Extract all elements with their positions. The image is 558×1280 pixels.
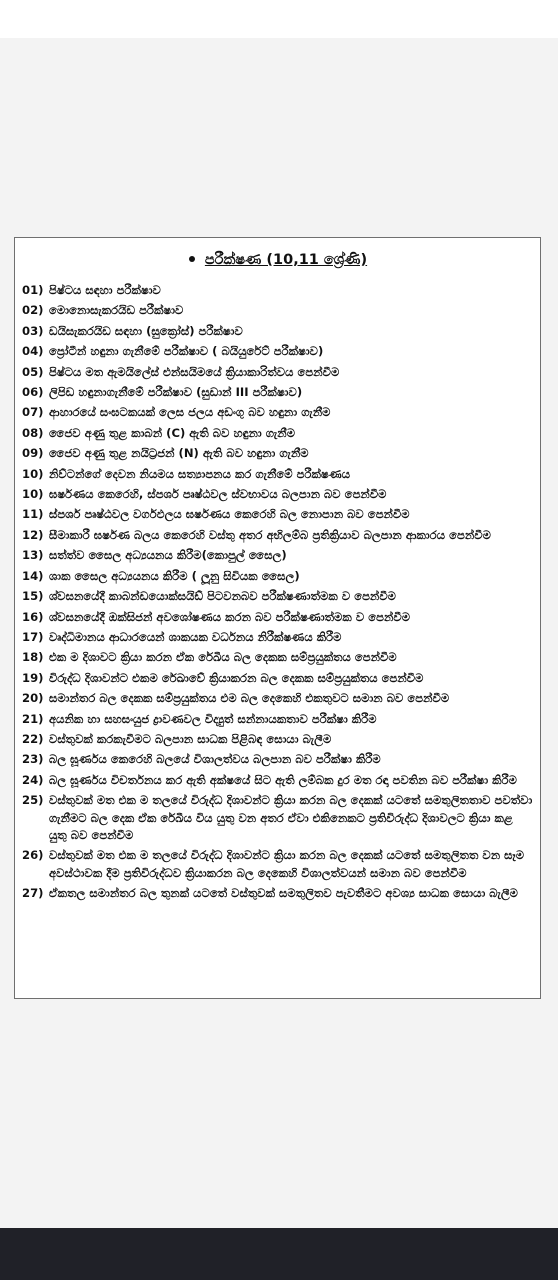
list-item: [22, 425, 534, 442]
item-text: ලිපිඩ හඳුනාගැනීමේ පරීක්ෂාව (සුඩාන් III පරීක්ෂාව): [49, 385, 303, 400]
list-item: [22, 343, 534, 360]
list-item: [22, 302, 534, 319]
bullet-icon: [189, 256, 195, 262]
item-number: 07): [22, 405, 44, 420]
item-text: අයනික හා සහසංයුජ ද්‍රාවණවල විද්‍යුත් සන්නායකතාව පරීක්ෂා කිරීම: [49, 711, 377, 726]
list-item: [22, 568, 534, 585]
item-text: සත්ත්ව සෛල අධ්‍යයනය කිරීම(කොපුල් සෛල): [49, 548, 287, 563]
item-text: බල ඝූර්ණය විචර්තනය කර ඇති අක්ෂයේ සිට ඇති ලම්බක දුර මත රඳා පවතින බව පරීක්ෂා කිරීම: [49, 772, 517, 787]
item-text: සීමාකාරී ඝර්ෂණ බලය කෙරෙහි වස්තු අතර අභිලම්බ ප්‍රතික්‍රියාව බලපාන ආකාරය පෙන්වීම: [49, 527, 491, 542]
item-number: 03): [22, 323, 44, 338]
list-item: [22, 649, 534, 666]
list-item: [22, 609, 534, 626]
list-item: [22, 792, 534, 844]
list-item: [22, 588, 534, 605]
item-number: 12): [22, 527, 44, 542]
document-page: [14, 237, 541, 999]
item-number: 21): [22, 711, 44, 726]
item-text: ස්පර්ශ පෘෂ්ඨවල වර්ගඵලය ඝර්ෂණය කෙරෙහි බල නොපාන බව පෙන්වීම: [49, 507, 410, 522]
item-number: 06): [22, 385, 44, 400]
item-number: 22): [22, 731, 44, 746]
item-text: ශාක සෛල අධ්‍යයනය කිරීම ( ලූනු සිවියක සෛල): [49, 568, 300, 583]
item-text: ජෛව අණු තුළ කාබන් (C) ඇති බව හඳුනා ගැනීම: [49, 425, 296, 440]
bottom-navigation-bar: [0, 1228, 558, 1280]
item-text: වස්තුවක් කරකැවීමට බලපාන සාධක පිළිබඳ සොයා බැලීම: [49, 731, 332, 746]
list-item: [22, 547, 534, 564]
item-number: 08): [22, 425, 44, 440]
item-text: ඝර්ෂණය කෙරෙහි, ස්පර්ශ පෘෂ්ඨවල ස්වභාවය බලපාන බව පෙන්වීම: [49, 487, 387, 502]
item-text: ආහාරයේ සංඝටකයක් ලෙස ජලය අඩංගු බව හඳුනා ගැනීම: [49, 405, 331, 420]
item-number: 18): [22, 650, 44, 665]
list-item: [22, 711, 534, 728]
list-item: [22, 885, 534, 902]
list-item: [22, 384, 534, 401]
item-number: 10): [22, 487, 44, 502]
item-text: එක ම දිශාවට ක්‍රියා කරන ඒක රේඛීය බල දෙකක සම්ප්‍රයුක්තය පෙන්වීම: [49, 650, 397, 665]
item-text: නිව්ටන්ගේ දෙවන නියමය සත්‍යාපනය කර ගැනීමේ පරීක්ෂණය: [49, 466, 351, 481]
item-text: ශ්වසනයේදී කාබන්ඩයොක්සයිඩ් පිටවනබව පරීක්ෂණාත්මක ව පෙන්වීම: [49, 589, 397, 604]
item-text: වස්තුවක් මත එක ම තලයේ විරුද්ධ දිශාවන්ට ක්‍රියා කරන බල දෙකක් යටතේ සමතුලිතත වන සෑම අවස්ථාවක දීම ප්‍රතිවිරුද්ධව ක්‍රියාකරන බල දෙකෙහි විශාලත්වයන් සමාන බව පෙන්වීම: [49, 848, 525, 880]
item-number: 09): [22, 446, 44, 461]
list-item: [22, 527, 534, 544]
item-text: පිෂ්ටය මත ඇමයිලේස් එන්සයිමයේ ක්‍රියාකාරිත්වය පෙන්වීම: [49, 364, 340, 379]
item-number: 17): [22, 629, 44, 644]
list-item: [22, 772, 534, 789]
list-item: [22, 445, 534, 462]
list-item: [22, 751, 534, 768]
top-blank-band: [0, 0, 558, 38]
list-item: [22, 506, 534, 523]
item-text: වස්තුවක් මත එක ම තලයේ විරුද්ධ දිශාවන්ට ක්‍රියා කරන බල දෙකක් යටතේ සමතුලිතතාව පවත්වා ගැනීමට බල දෙක ඒක රේඛීය විය යුතු වන අතර ඒවා එකිනෙකට ප්‍රතිවිරුද්ධ දිශාවලට ක්‍රියා කළ යුතු බව පෙන්වීම: [49, 793, 533, 842]
item-text: ජෛව අණු තුළ නයිට්‍රජන් (N) ඇති බව හඳුනා ගැනීම: [49, 446, 309, 461]
list-item: [22, 731, 534, 748]
item-number: 19): [22, 670, 44, 685]
item-number: 14): [22, 568, 44, 583]
item-text: ප්‍රෝටීන් හඳුනා ගැනීමේ පරීක්ෂාව ( බයියුරේට් පරීක්ෂාව): [49, 344, 324, 359]
item-text: ශ්වසනයේදී ඔක්සිජන් අවශෝෂණය කරන බව පරීක්ෂණාත්මක ව පෙන්වීම: [49, 609, 411, 624]
item-text: සමාන්තර බල දෙකක සම්ප්‍රයුක්තය එම බල දෙකෙහි එකතුවට සමාන බව පෙන්වීම: [49, 691, 450, 706]
item-number: 04): [22, 344, 44, 359]
item-text: වෘද්ධිමානය ආධාරයෙන් ශාකයක වර්ධනය නිරීක්ෂණය කිරීම: [49, 629, 342, 644]
item-number: 15): [22, 589, 44, 604]
item-number: 27): [22, 886, 44, 901]
list-item: [22, 847, 534, 882]
list-item: [22, 282, 534, 299]
item-number: 26): [22, 848, 44, 863]
item-text: ඒකතල සමාන්තර බල තුනක් යටතේ වස්තුවක් සමතුලිතව පැවතීමට අවශ්‍ය සාධක සොයා බැලීම: [49, 886, 519, 901]
item-text: ඩයිසැකරයිඩ සඳහා (සුක්‍රෝස්) පරීක්ෂාව: [49, 323, 243, 338]
item-number: 25): [22, 793, 44, 808]
item-number: 05): [22, 364, 44, 379]
list-item: [22, 466, 534, 483]
item-text: පිෂ්ටය සඳහා පරීක්ෂාව: [49, 283, 161, 297]
item-number: 24): [22, 772, 44, 787]
item-number: 13): [22, 548, 44, 563]
list-item: [22, 404, 534, 421]
item-number: 10): [22, 466, 44, 481]
item-number: 01): [22, 283, 44, 297]
list-item: [22, 364, 534, 381]
item-text: විරුද්ධ දිශාවන්ට එකම රේඛාවේ ක්‍රියාකරන බල දෙකක සම්ප්‍රයුක්තය පෙන්වීම: [49, 670, 424, 685]
experiment-list: [22, 282, 534, 903]
item-number: 16): [22, 609, 44, 624]
list-item: [22, 690, 534, 707]
item-number: 23): [22, 752, 44, 767]
list-item: [22, 323, 534, 340]
page-title-text: පරීක්ෂණ (10,11 ශ්‍රේණි): [204, 252, 368, 268]
item-number: 11): [22, 507, 44, 522]
item-text: බල ඝූර්ණය කෙරෙහි බලයේ විශාලත්වය බලපාන බව පරීක්ෂා කිරීම: [49, 752, 381, 767]
item-text: මොනොසැකරයිඩ පරීක්ෂාව: [49, 303, 184, 318]
list-item: [22, 486, 534, 503]
page-title: [22, 250, 534, 270]
list-item: [22, 670, 534, 687]
item-number: 20): [22, 691, 44, 706]
list-item: [22, 629, 534, 646]
item-number: 02): [22, 303, 44, 318]
